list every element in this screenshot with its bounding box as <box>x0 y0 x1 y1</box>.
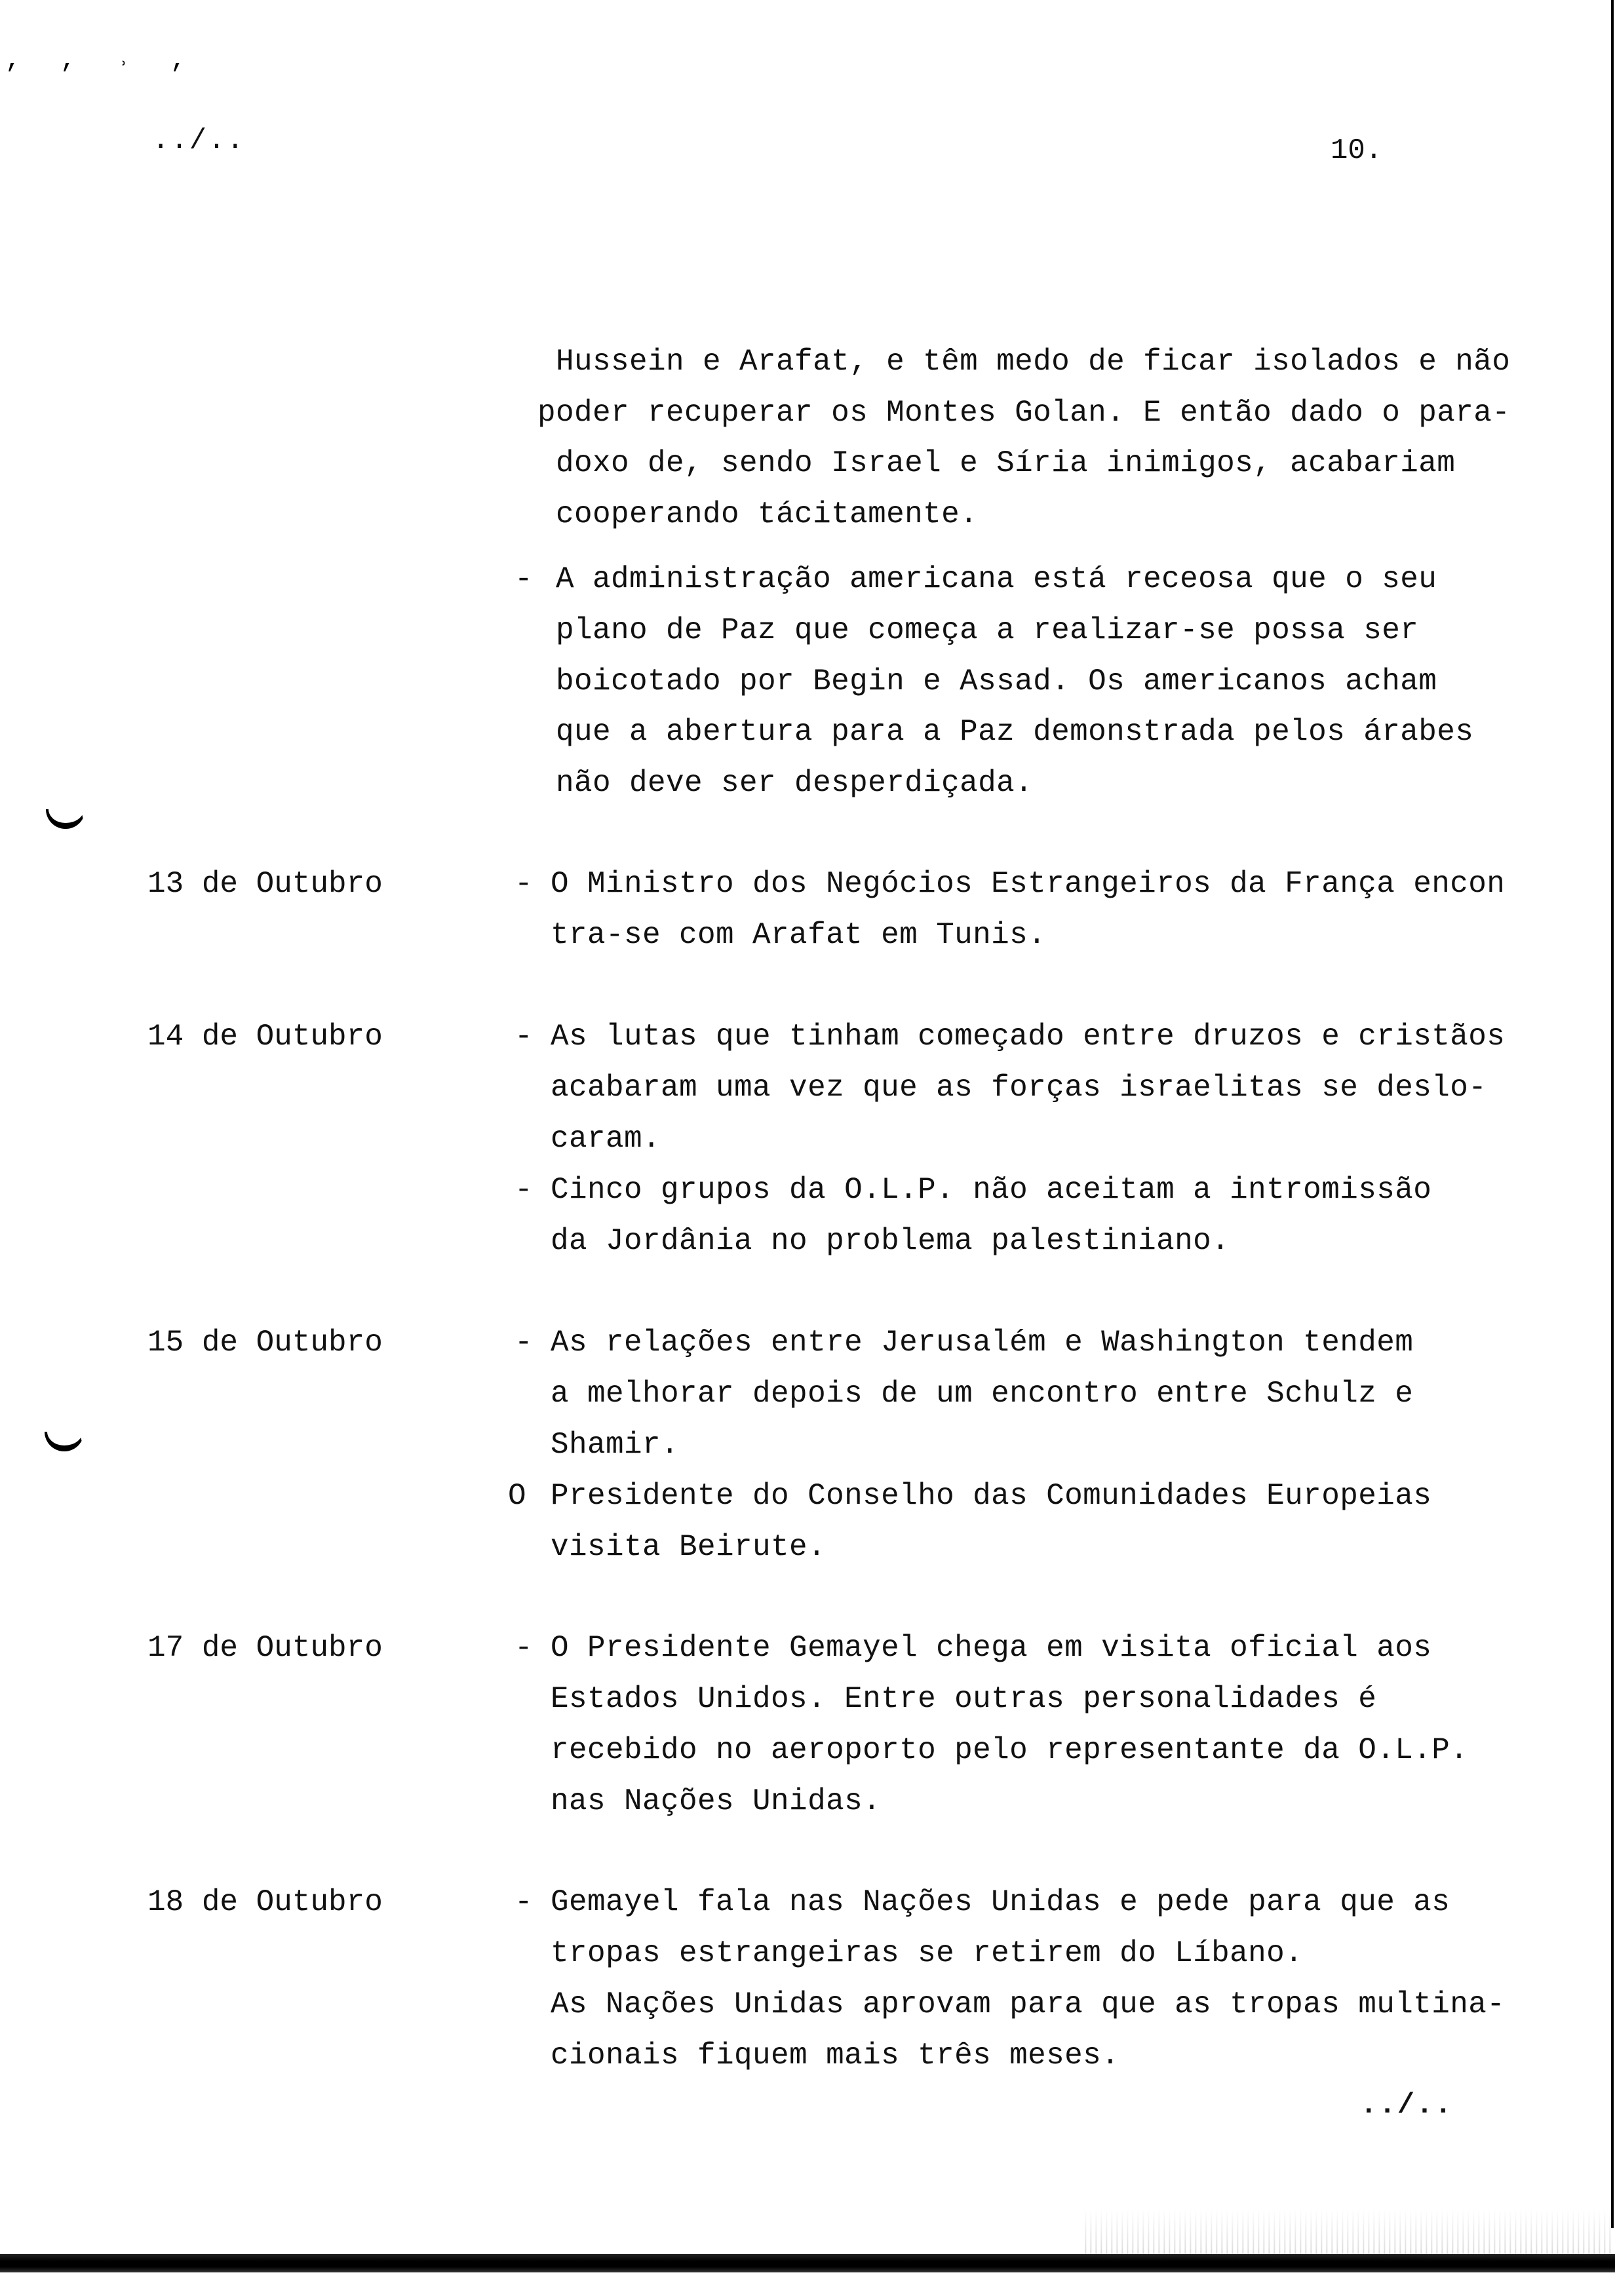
text-line: Hussein e Arafat, e têm medo de ficar isolados e não <box>556 345 1511 379</box>
scan-right-edge <box>1611 0 1614 2228</box>
text-line: Cinco grupos da O.L.P. não aceitam a intromissão <box>551 1173 1432 1207</box>
bullet-letter-o: O <box>508 1479 526 1513</box>
scan-bottom-band <box>0 2254 1615 2272</box>
text-line: que a abertura para a Paz demonstrada pelos árabes <box>556 715 1474 749</box>
entry-date: 13 de Outubro <box>147 867 383 901</box>
page-number: 10. <box>1331 134 1383 167</box>
text-line: nas Nações Unidas. <box>551 1784 882 1818</box>
text-line: boicotado por Begin e Assad. Os americanos acham <box>556 664 1437 698</box>
text-line: O Presidente Gemayel chega em visita oficial aos <box>551 1631 1432 1665</box>
text-line: plano de Paz que começa a realizar-se possa ser <box>556 613 1419 647</box>
text-line: a melhorar depois de um encontro entre Schulz e <box>551 1377 1414 1411</box>
text-line: Presidente do Conselho das Comunidades Europeias <box>551 1479 1432 1513</box>
text-line: recebido no aeroporto pelo representante da O.L.P. <box>551 1733 1469 1767</box>
entry-date: 18 de Outubro <box>147 1885 383 1919</box>
text-line: As lutas que tinham começado entre druzos e cristãos <box>551 1020 1506 1054</box>
text-line: cionais fiquem mais três meses. <box>551 2038 1120 2073</box>
text-line: acabaram uma vez que as forças israelitas se deslo- <box>551 1071 1487 1105</box>
text-line: não deve ser desperdiçada. <box>556 766 1034 800</box>
bullet-dash: - <box>515 867 533 901</box>
punch-hole-icon <box>45 1432 84 1451</box>
text-line: poder recuperar os Montes Golan. E então dado o para- <box>537 396 1511 430</box>
entry-date: 15 de Outubro <box>147 1326 383 1360</box>
text-line: A administração americana está receosa que o seu <box>556 562 1437 596</box>
text-line: tra-se com Arafat em Tunis. <box>551 918 1047 952</box>
entry-date: 17 de Outubro <box>147 1631 383 1665</box>
bullet-dash: - <box>515 562 533 596</box>
bullet-dash: - <box>515 1020 533 1054</box>
scan-noise <box>1081 2208 1612 2255</box>
text-line: O Ministro dos Negócios Estrangeiros da França encon <box>551 867 1506 901</box>
continuation-mark-top: ../.. <box>152 124 246 157</box>
text-line: doxo de, sendo Israel e Síria inimigos, acabariam <box>556 446 1456 480</box>
text-line: As relações entre Jerusalém e Washington tendem <box>551 1326 1414 1360</box>
text-line: tropas estrangeiras se retirem do Líbano. <box>551 1936 1304 1970</box>
text-line: caram. <box>551 1122 661 1156</box>
corner-marks: , , ˒ , <box>5 46 199 75</box>
text-line: da Jordânia no problema palestiniano. <box>551 1224 1230 1258</box>
text-line: visita Beirute. <box>551 1530 827 1564</box>
bullet-dash: - <box>515 1326 533 1360</box>
punch-hole-icon <box>46 809 85 829</box>
text-line: Shamir. <box>551 1428 680 1462</box>
continuation-mark-bottom: ../.. <box>1360 2089 1454 2122</box>
text-line: cooperando tácitamente. <box>556 497 979 531</box>
text-line: Gemayel fala nas Nações Unidas e pede para que as <box>551 1885 1450 1919</box>
bullet-dash: - <box>515 1885 533 1919</box>
entry-date: 14 de Outubro <box>147 1020 383 1054</box>
bullet-dash: - <box>515 1631 533 1665</box>
text-line: As Nações Unidas aprovam para que as tropas multina- <box>551 1987 1506 2021</box>
bullet-dash: - <box>515 1173 533 1207</box>
text-line: Estados Unidos. Entre outras personalidades é <box>551 1682 1377 1716</box>
